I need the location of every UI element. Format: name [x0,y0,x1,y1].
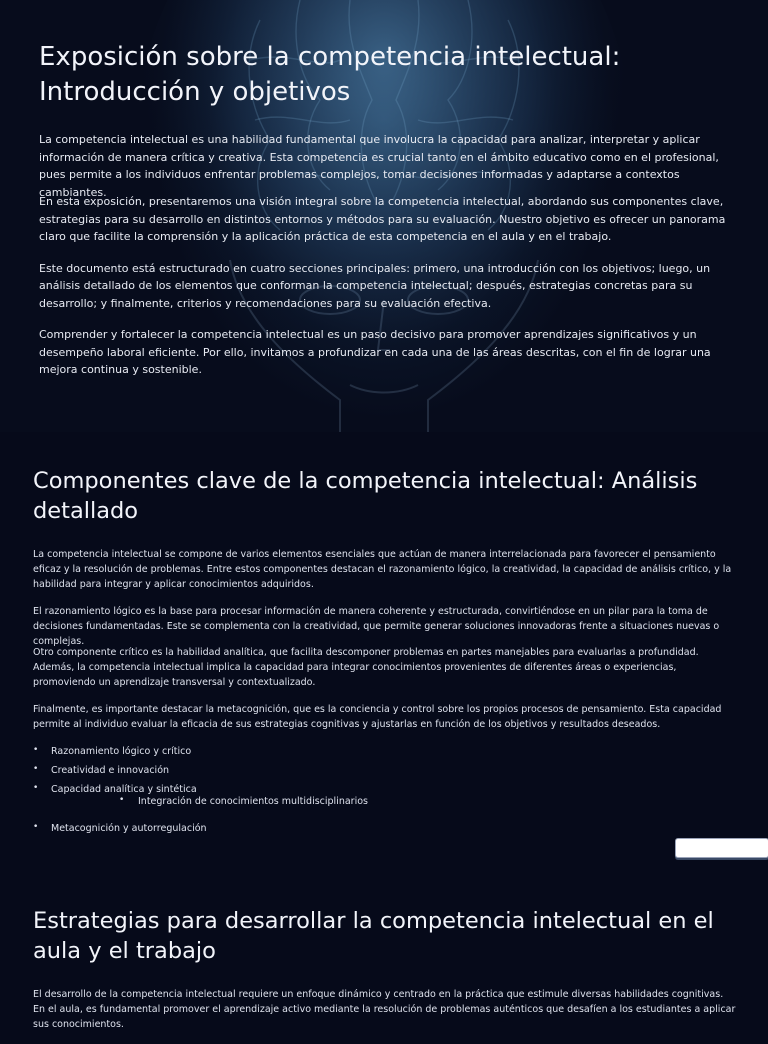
components-list [33,744,738,836]
list-item-nested: • Integración de conocimientos multidisciplinarios [33,794,738,809]
section2 [33,466,738,840]
section2-title: Componentes clave de la competencia intelectual: Análisis detallado [33,468,698,524]
section2-paragraph-2: El razonamiento lógico es la base para procesar información de manera coherente y estructurada, convirtiéndose en un pilar para la toma de decisiones fundamentadas. Este se complementa con la creatividad, que permite generar soluciones innovadoras frente a situaciones nuevas o complejas. [33,606,720,647]
section2-paragraph-4: Finalmente, es importante destacar la metacognición, que es la conciencia y control sobre los propios procesos de pensamiento. Esta capacidad permite al individuo evaluar la eficacia de sus estrategias cognitivas y ajustarlas en función de los objetivos y resultados deseados. [33,704,722,730]
section3 [33,906,738,1044]
section1-title-line2: Introducción y objetivos [39,77,351,107]
hero-content [39,40,729,379]
section1-paragraph-2: En esta exposición, presentaremos una visión integral sobre la competencia intelectual, abordando sus componentes clave, estrategias para su desarrollo en distintos entornos y métodos para su evaluación. Nuestro objetivo es ofrecer un panorama claro que facilite la comprensión y la aplicación práctica de esta competencia en el aula y en el trabajo. [39,195,726,243]
section2-paragraph-1: La competencia intelectual se compone de varios elementos esenciales que actúan de manera interrelacionada para favorecer el pensamiento eficaz y la resolución de problemas. Entre estos componentes destacan el razonamiento lógico, la creatividad, la capacidad de análisis crítico, y la habilidad para integrar y aplicar conocimientos adquiridos. [33,549,732,590]
section1-paragraph-4: Comprender y fortalecer la competencia intelectual es un paso decisivo para promover aprendizajes significativos y un desempeño laboral eficiente. Por ello, invitamos a profundizar en cada una de las áreas descritas, con el fin de lograr una mejora continua y sostenible. [39,328,711,376]
section1-paragraph-1: La competencia intelectual es una habilidad fundamental que involucra la capacidad para analizar, interpretar y aplicar información de manera crítica y creativa. Esta competencia es crucial tanto en el ámbito educativo como en el profesional, pues permite a los individuos enfrentar problemas complejos, tomar decisiones informadas y adaptarse a contextos cambiantes. [39,133,719,199]
section2-paragraph-3: Otro componente crítico es la habilidad analítica, que facilita descomponer problemas en partes manejables para evaluarlas a profundidad. Además, la competencia intelectual implica la capacidad para integrar conocimientos provenientes de diferentes áreas o experiencias, promoviendo un aprendizaje transversal y contextualizado. [33,647,699,688]
slide-control-button[interactable] [675,838,768,858]
list-item: • Metacognición y autorregulación [33,821,738,836]
hero-section [0,0,768,432]
list-item: • Capacidad analítica y sintética [33,782,738,797]
list-item: • Razonamiento lógico y crítico [33,744,738,759]
section3-title: Estrategias para desarrollar la competencia intelectual en el aula y el trabajo [33,908,714,964]
section1-title [39,40,729,110]
section1-title-line1: Exposición sobre la competencia intelectual: [39,42,621,72]
section3-paragraph-1: El desarrollo de la competencia intelectual requiere un enfoque dinámico y centrado en la práctica que estimule diversas habilidades cognitivas. En el aula, es fundamental promover el aprendizaje activo mediante la resolución de problemas auténticos que desafíen a los estudiantes a aplicar sus conocimientos. [33,989,736,1030]
list-item: • Creatividad e innovación [33,763,738,778]
section1-paragraph-3: Este documento está estructurado en cuatro secciones principales: primero, una introducción con los objetivos; luego, un análisis detallado de los elementos que conforman la competencia intelectual; después, estrategias concretas para su desarrollo; y finalmente, criterios y recomendaciones para su evaluación efectiva. [39,261,711,310]
